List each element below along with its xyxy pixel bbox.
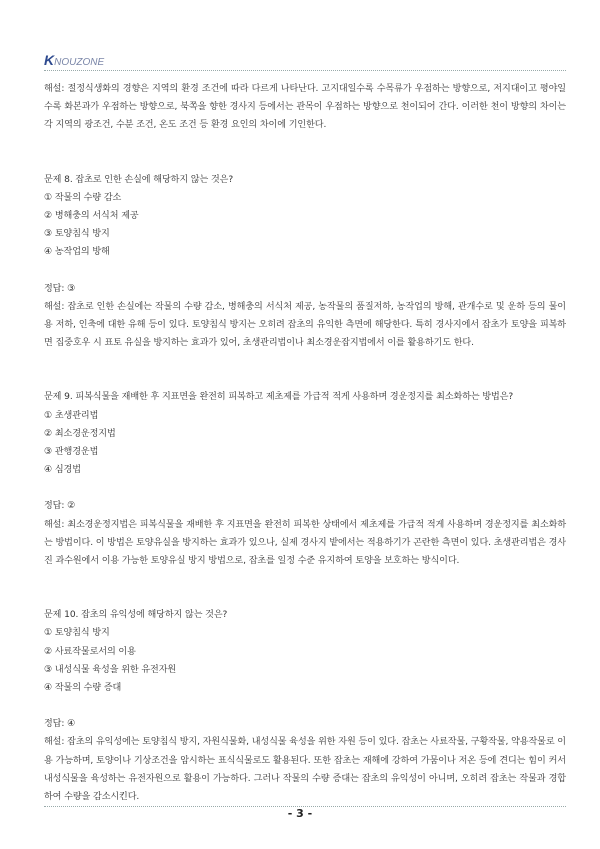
option-1: ① 토양침식 방지 [44, 628, 110, 639]
question-text: 문제 9. 피복식물을 재배한 후 지표면을 완전히 피복하고 제초제를 가급적 적게 사용하며 경운정지를 최소화하는 방법은? [44, 392, 514, 403]
page-header [0, 0, 600, 72]
question-text: 문제 10. 잡초의 유익성에 해당하지 않는 것은? [44, 610, 228, 621]
spacer [44, 697, 566, 715]
intro-explanation: 해설: 절정식생화의 경향은 지역의 환경 조건에 따라 다르게 나타난다. 고지대일수록 수목류가 우점하는 방향으로, 저지대이고 평야일수록 화본과가 우점하는 방향으로, 북쪽을 향한 경사지 등에서는 관목이 우점하는 방향으로 천이되어 간다. 이러한 천이 방향의 차이는 각 지역의 광조건, 수분 조건, 온도 조건 등 환경 요인의 차이에 기인한다. [44, 84, 566, 131]
explanation: 해설: 잡초로 인한 손실에는 작물의 수량 감소, 병해충의 서식처 제공, 농작물의 품질저하, 농작업의 방해, 관개수로 및 운하 등의 물이용 저하, 인축에 대한 유해 등이 있다. 토양침식 방지는 오히려 잡초의 유익한 측면에 해당한다. 특히 경사지에서 잡초가 토양을 피복하면 집중호우 시 표토 유실을 방지하는 효과가 있어, 초생관리법이나 최소경운잡지법에서 이를 활용하기도 한다. [44, 301, 566, 349]
page-number: - 3 - [287, 807, 313, 820]
option-3: ③ 토양침식 방지 [44, 229, 110, 240]
option-4: ④ 작물의 수량 증대 [44, 683, 122, 694]
option-4: ④ 심경법 [44, 465, 81, 476]
question-10 [44, 606, 566, 806]
option-3: ③ 관행경운법 [44, 447, 99, 458]
answer: 정답: ④ [44, 719, 76, 730]
option-4: ④ 농작업의 방해 [44, 247, 110, 258]
question-9 [44, 388, 566, 570]
option-2: ② 병해충의 서식처 제공 [44, 211, 139, 222]
spacer [44, 135, 566, 171]
spacer [44, 479, 566, 497]
logo-letter-k: K [44, 52, 55, 68]
question-text: 문제 8. 잡초로 인한 손실에 해당하지 않는 것은? [44, 174, 234, 185]
option-1: ① 초생관리법 [44, 410, 99, 421]
header-divider [44, 70, 566, 71]
option-1: ① 작물의 수량 감소 [44, 192, 122, 203]
question-8 [44, 171, 566, 353]
option-2: ② 최소경운정지법 [44, 428, 116, 439]
explanation: 해설: 잡초의 유익성에는 토양침식 방지, 자원식물화, 내성식물 육성을 위한 자원 등이 있다. 잡초는 사료작물, 구황작물, 약용작물로 이용 가능하며, 토양이나 기상조건을 암시하는 표식식물로도 활용된다. 또한 잡초는 재해에 강하여 가뭄이나 저온 등에 견디는 힘이 커서 내성식물을 육성하는 유전자원으로 활용이 가능하다. 그러나 작물의 수량 증대는 잡초의 유익성이 아니며, 오히려 잡초는 작물과 경합하여 수량을 감소시킨다. [44, 737, 566, 803]
knouzone-logo [44, 52, 104, 68]
spacer [44, 262, 566, 280]
answer: 정답: ③ [44, 283, 76, 294]
spacer [44, 570, 566, 606]
answer: 정답: ② [44, 501, 76, 512]
spacer [44, 352, 566, 388]
option-3: ③ 내성식물 육성을 위한 유전자원 [44, 664, 177, 675]
document-body [44, 80, 566, 806]
option-2: ② 사료작물로서의 이용 [44, 646, 136, 657]
logo-text: NOUZONE [54, 57, 105, 68]
explanation: 해설: 최소경운정지법은 피복식물을 재배한 후 지표면을 완전히 피복한 상태에서 제초제를 가급적 적게 사용하며 경운정지를 최소화하는 방법이다. 이 방법은 토양유실을 방지하는 효과가 있으나, 실제 경사지 밭에서는 적용하기가 곤란한 측면이 있다. 초생관리법은 경사진 과수원에서 이용 가능한 토양유실 방지 방법으로, 잡초를 일정 수준 유지하여 토양을 보호하는 방식이다. [44, 519, 566, 567]
